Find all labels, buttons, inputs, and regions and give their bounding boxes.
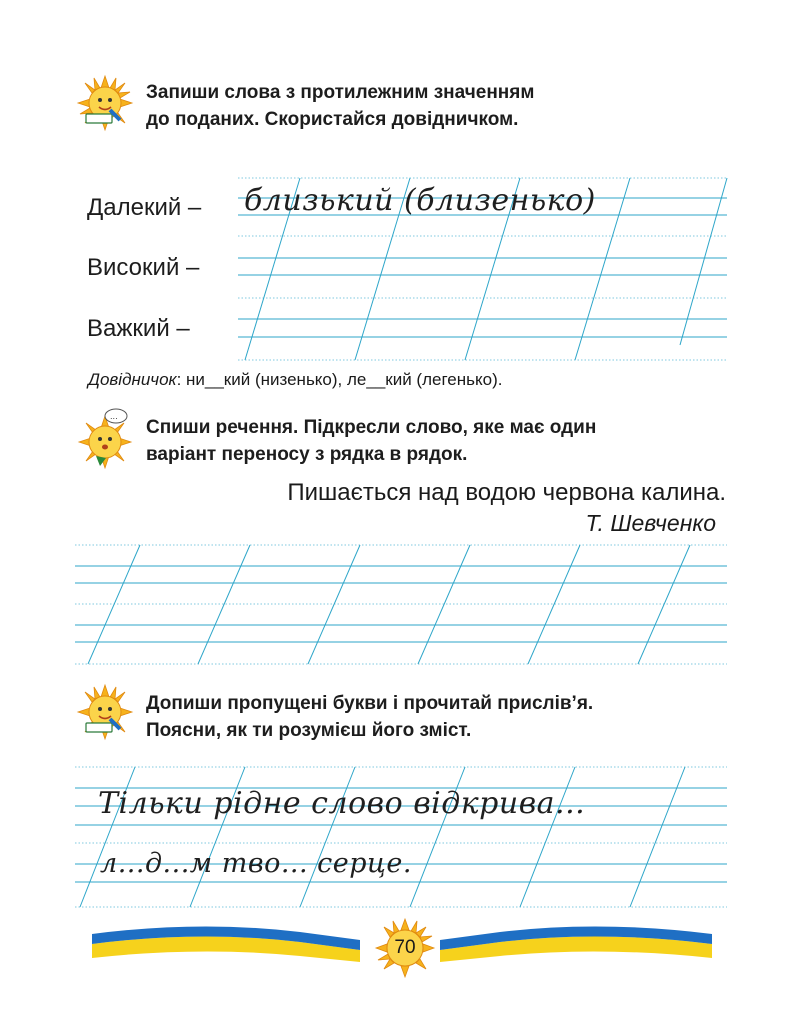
task2-line2: варіант переносу з рядка в рядок. xyxy=(146,444,468,465)
row-label-3: Важкий – xyxy=(87,315,190,342)
task1-line2: до поданих. Скористайся довідничком. xyxy=(146,109,519,130)
row-label-2: Високий – xyxy=(87,254,200,281)
page-number: 70 xyxy=(394,937,416,958)
hint-text: : ни__кий (низенько), ле__кий (легенько). xyxy=(176,370,503,389)
svg-text:...: ... xyxy=(110,412,118,421)
row-label-1: Далекий – xyxy=(87,194,202,221)
sentence-author: Т. Шевченко xyxy=(585,510,716,536)
proverb-line-2[interactable]: л...д...м тво... серце. xyxy=(100,848,412,879)
task3-line1: Допиши пропущені букви і прочитай прислів’я. xyxy=(146,693,594,714)
proverb-line-1[interactable]: Тільки рідне слово відкрива... xyxy=(98,786,586,821)
sentence-to-copy: Пишається над водою червона калина. xyxy=(287,479,726,506)
task3-line2: Поясни, як ти розумієш його зміст. xyxy=(146,720,472,741)
hint-label: Довідничок xyxy=(88,370,177,389)
row-answer-1[interactable]: близький (близенько) xyxy=(244,183,596,218)
page-number-badge xyxy=(375,918,435,978)
task2-line1: Спиши речення. Підкресли слово, яке має один xyxy=(146,417,597,438)
task1-line1: Запиши слова з протилежним значенням xyxy=(146,82,535,103)
